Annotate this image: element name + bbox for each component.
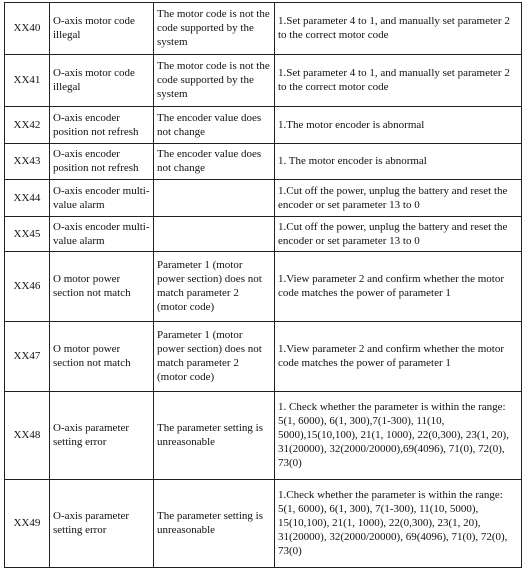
- table-row: [5, 3, 522, 55]
- alarm-code-cell: XX44: [5, 180, 50, 217]
- alarm-reason-cell: The encoder value does not change: [154, 107, 275, 144]
- table-row: [5, 107, 522, 144]
- alarm-name-cell: O-axis parameter setting error: [50, 480, 154, 568]
- alarm-reason-cell: Parameter 1 (motor power section) does not match parameter 2 (motor code): [154, 322, 275, 392]
- alarm-solution-cell: 1.Cut off the power, unplug the battery and reset the encoder or set parameter 13 to 0: [275, 217, 522, 252]
- alarm-name-cell: O-axis motor code illegal: [50, 55, 154, 107]
- alarm-name-cell: O motor power section not match: [50, 322, 154, 392]
- table-row: [5, 392, 522, 480]
- alarm-reason-cell: [154, 217, 275, 252]
- alarm-name-cell: O motor power section not match: [50, 252, 154, 322]
- alarm-name-cell: O-axis encoder position not refresh: [50, 144, 154, 180]
- alarm-name-cell: O-axis encoder multi-value alarm: [50, 217, 154, 252]
- alarm-code-cell: XX47: [5, 322, 50, 392]
- table-row: [5, 480, 522, 568]
- alarm-name-cell: O-axis parameter setting error: [50, 392, 154, 480]
- alarm-reason-cell: The parameter setting is unreasonable: [154, 392, 275, 480]
- table-row: [5, 55, 522, 107]
- alarm-code-cell: XX40: [5, 3, 50, 55]
- alarm-solution-cell: 1.View parameter 2 and confirm whether the motor code matches the power of parameter 1: [275, 252, 522, 322]
- alarm-code-cell: XX43: [5, 144, 50, 180]
- alarm-reason-cell: The motor code is not the code supported by the system: [154, 55, 275, 107]
- table-row: [5, 180, 522, 217]
- alarm-code-cell: XX45: [5, 217, 50, 252]
- alarm-reason-cell: The parameter setting is unreasonable: [154, 480, 275, 568]
- alarm-reason-cell: Parameter 1 (motor power section) does not match parameter 2 (motor code): [154, 252, 275, 322]
- table-row: [5, 252, 522, 322]
- alarm-reason-cell: The encoder value does not change: [154, 144, 275, 180]
- alarm-code-cell: XX42: [5, 107, 50, 144]
- alarm-code-cell: XX41: [5, 55, 50, 107]
- alarm-reason-cell: The motor code is not the code supported by the system: [154, 3, 275, 55]
- table-row: [5, 322, 522, 392]
- alarm-solution-cell: 1.Check whether the parameter is within the range: 5(1, 6000), 6(1, 300), 7(1-300), 11(10, 5000), 15(10,100), 21(1, 1000), 22(0,300), 23(1, 20), 31(20000), 32(2000/20000), 69(4096), 71(0), 72(0), 73(0): [275, 480, 522, 568]
- alarm-name-cell: O-axis encoder multi-value alarm: [50, 180, 154, 217]
- alarm-solution-cell: 1. Check whether the parameter is within the range: 5(1, 6000), 6(1, 300),7(1-300), 11(10, 5000),15(10,100), 21(1, 1000), 22(0,300), 23(1, 20), 31(20000), 32(2000/20000),69(4096), 71(0), 72(0), 73(0): [275, 392, 522, 480]
- alarm-reason-cell: [154, 180, 275, 217]
- alarm-solution-cell: 1.Set parameter 4 to 1, and manually set parameter 2 to the correct motor code: [275, 3, 522, 55]
- alarm-solution-cell: 1.Cut off the power, unplug the battery and reset the encoder or set parameter 13 to 0: [275, 180, 522, 217]
- alarm-name-cell: O-axis encoder position not refresh: [50, 107, 154, 144]
- alarm-solution-cell: 1.Set parameter 4 to 1, and manually set parameter 2 to the correct motor code: [275, 55, 522, 107]
- alarm-name-cell: O-axis motor code illegal: [50, 3, 154, 55]
- table-row: [5, 144, 522, 180]
- alarm-solution-cell: 1. The motor encoder is abnormal: [275, 144, 522, 180]
- alarm-code-cell: XX46: [5, 252, 50, 322]
- alarm-code-cell: XX48: [5, 392, 50, 480]
- table-row: [5, 217, 522, 252]
- alarm-solution-cell: 1.The motor encoder is abnormal: [275, 107, 522, 144]
- alarm-solution-cell: 1.View parameter 2 and confirm whether the motor code matches the power of parameter 1: [275, 322, 522, 392]
- alarm-table: [4, 2, 522, 568]
- alarm-code-cell: XX49: [5, 480, 50, 568]
